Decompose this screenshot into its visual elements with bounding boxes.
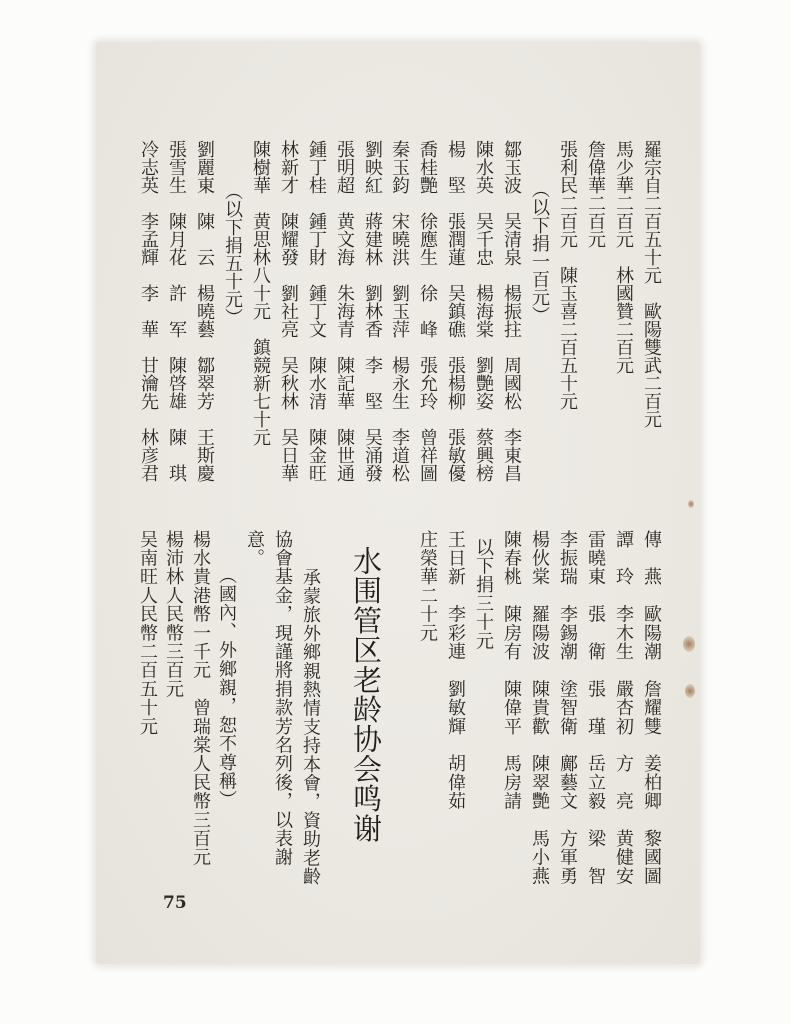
donation-tier-heading: 以下捐三十元 (473, 538, 494, 651)
donor-column: 張明超 黄文海 朱海青 陳記華 陳世通 (334, 140, 355, 482)
donor-column: 陳樹華 黄思林八十元 鎮競新七十元 (250, 140, 271, 446)
notice-body-line: 承蒙旅外鄉親熱情支持本會，資助老齡 (300, 568, 321, 886)
donor-column: 楊 堅 張潤蓮 吴鎮礁 張楊柳 張敏優 (445, 140, 466, 482)
donation-tier-heading: （以下捐一百元） (529, 180, 550, 324)
notice-body-line: 協會基金，現謹將捐款芳名列後，以表謝 (272, 530, 293, 867)
donor-column: 李振瑞 李錫潮 塗智衛 鄺藝文 方軍勇 (557, 530, 578, 886)
notice-body-line: 意。 (244, 530, 265, 568)
donor-column: 林新才 陳耀發 劉社亮 吴秋林 吴日華 (278, 140, 299, 482)
donor-column: 鄒玉波 吴清泉 楊振拄 周國松 李東昌 (501, 140, 522, 482)
donor-column: 雷曉東 張 衛 張 瑾 岳立毅 梁 智 (585, 530, 606, 886)
donor-column: 張利民二百元 陳玉喜二百五十元 (557, 140, 578, 410)
donor-column: 傳 燕 歐陽潮 詹耀雙 姜柏卿 黎國圖 (641, 530, 662, 886)
donor-column: 馬少華二百元 林國贊二百元 (613, 140, 634, 374)
donor-column: 秦玉鈞 宋曉洪 劉玉萍 楊永生 李道松 (389, 140, 410, 482)
page-number: 75 (163, 893, 187, 913)
donor-column: 劉映紅 蔣建林 劉林香 李 堅 吴涌發 (362, 140, 383, 482)
donor-column: 庄榮華二十元 (417, 530, 438, 643)
donor-column: 冷志英 李孟輝 李 華 甘瀹先 林彦君 (138, 140, 159, 482)
donation-tier-heading: （以下捐五十元） (222, 182, 243, 326)
major-donor-line: 楊水貴港幣一千元 曾瑞棠人民幣三百元 (190, 530, 211, 867)
major-donor-line: 楊沛林人民幣三百元 (163, 530, 184, 699)
donor-column: 王日新 李彩連 劉敏輝 胡偉茹 (445, 530, 466, 811)
notice-title: 水围管区老龄协会鸣谢 (349, 546, 383, 843)
donor-column: 陳春桃 陳房有 陳偉平 馬房請 (501, 530, 522, 811)
donor-column: 喬桂艷 徐應生 徐 峰 張允玲 曾祥圖 (417, 140, 438, 482)
donor-column: 劉麗東 陳 云 楊曉藝 鄒翠芳 王斯慶 (194, 140, 215, 482)
donor-column: 張雪生 陳月花 許 军 陳啓雄 陳 琪 (166, 140, 187, 482)
notice-note: （國內、外鄉親，恕不尊稱） (216, 566, 237, 810)
donor-column: 陳水英 吴千忠 楊海棠 劉艷姿 蔡興榜 (473, 140, 494, 482)
donor-column: 詹偉華二百元 (585, 140, 606, 248)
donor-column: 楊伙棠 羅陽波 陳貴歡 陳翠艷 馬小燕 (529, 530, 550, 886)
donor-column: 譚 玲 李木生 嚴杏初 方 亮 黄健安 (613, 530, 634, 886)
donor-column: 羅宗自二百五十元 歐陽雙武二百元 (641, 140, 662, 428)
donor-column: 鍾丁桂 鍾丁財 鍾丁文 陳水清 陳金旺 (306, 140, 327, 482)
major-donor-line: 吴南旺人民幣二百五十元 (137, 530, 158, 736)
